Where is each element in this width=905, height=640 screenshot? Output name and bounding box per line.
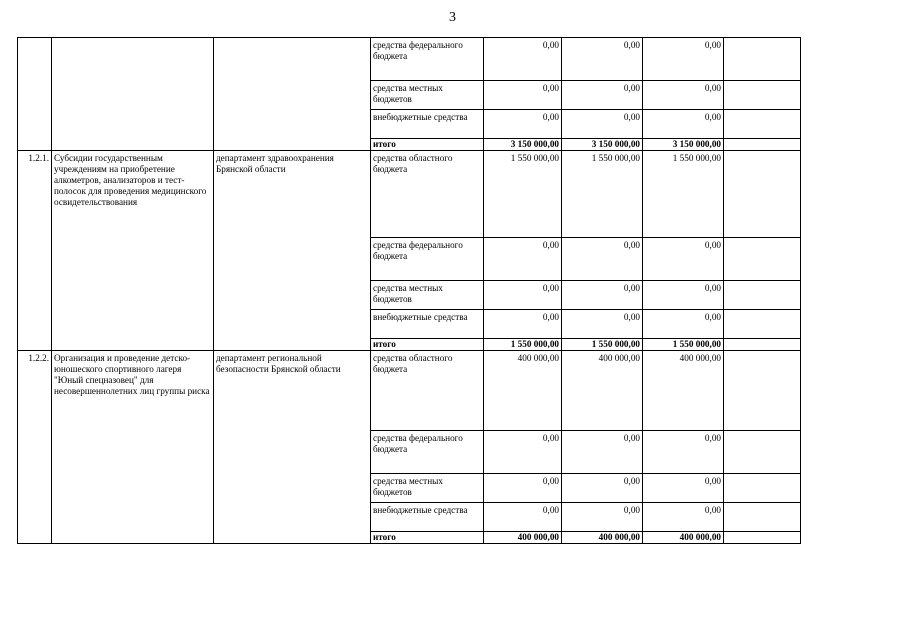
source-cell: средства местных бюджетов: [371, 81, 484, 110]
empty-cell: [724, 151, 801, 238]
page-number: 3: [449, 10, 456, 25]
value-cell: 0,00: [484, 110, 562, 139]
empty-cell: [724, 503, 801, 532]
value-cell: 0,00: [643, 110, 724, 139]
source-cell: итого: [371, 339, 484, 351]
value-cell: 0,00: [643, 81, 724, 110]
empty-cell: [724, 238, 801, 281]
empty-cell: [724, 532, 801, 544]
empty-cell: [724, 351, 801, 431]
value-cell: 0,00: [484, 310, 562, 339]
executor-cell: [214, 38, 371, 151]
value-cell: 0,00: [643, 281, 724, 310]
code-cell: [18, 38, 52, 151]
value-cell: 400 000,00: [484, 351, 562, 431]
value-cell: 1 550 000,00: [643, 151, 724, 238]
value-cell: 400 000,00: [562, 351, 643, 431]
value-cell: 0,00: [562, 110, 643, 139]
value-cell: 0,00: [562, 431, 643, 474]
value-cell: 400 000,00: [643, 532, 724, 544]
value-cell: 0,00: [643, 431, 724, 474]
budget-table: [17, 37, 801, 544]
item-executor: департамент здравоохранения Брянской области: [214, 151, 371, 351]
source-cell: средства федерального бюджета: [371, 38, 484, 81]
empty-cell: [724, 474, 801, 503]
empty-cell: [724, 110, 801, 139]
item-executor: департамент региональной безопасности Брянской области: [214, 351, 371, 544]
value-cell: 0,00: [484, 238, 562, 281]
table-row: [18, 351, 801, 431]
source-cell: итого: [371, 139, 484, 151]
value-cell: 0,00: [562, 281, 643, 310]
value-cell: 400 000,00: [484, 532, 562, 544]
source-cell: внебюджетные средства: [371, 503, 484, 532]
empty-cell: [724, 431, 801, 474]
value-cell: 1 550 000,00: [484, 339, 562, 351]
value-cell: 3 150 000,00: [484, 139, 562, 151]
value-cell: 0,00: [484, 81, 562, 110]
value-cell: 0,00: [562, 238, 643, 281]
value-cell: 0,00: [562, 81, 643, 110]
value-cell: 0,00: [484, 431, 562, 474]
item-name: Субсидии государственным учреждениям на приобретение алкометров, анализаторов и тест-полосок для проведения медицинского освидетельствования: [52, 151, 214, 351]
source-cell: средства местных бюджетов: [371, 281, 484, 310]
source-cell: средства федерального бюджета: [371, 431, 484, 474]
value-cell: 0,00: [562, 38, 643, 81]
value-cell: 1 550 000,00: [562, 151, 643, 238]
value-cell: 0,00: [643, 503, 724, 532]
table-row: [18, 151, 801, 238]
empty-cell: [724, 310, 801, 339]
empty-cell: [724, 38, 801, 81]
value-cell: 1 550 000,00: [643, 339, 724, 351]
source-cell: средства областного бюджета: [371, 151, 484, 238]
value-cell: 400 000,00: [562, 532, 643, 544]
empty-cell: [724, 139, 801, 151]
value-cell: 0,00: [562, 503, 643, 532]
value-cell: 0,00: [484, 503, 562, 532]
source-cell: средства областного бюджета: [371, 351, 484, 431]
value-cell: 0,00: [643, 310, 724, 339]
value-cell: 0,00: [643, 238, 724, 281]
value-cell: 0,00: [562, 474, 643, 503]
item-code: 1.2.1.: [18, 151, 52, 351]
table-row: [18, 38, 801, 81]
source-cell: внебюджетные средства: [371, 310, 484, 339]
empty-cell: [724, 81, 801, 110]
source-cell: внебюджетные средства: [371, 110, 484, 139]
source-cell: средства местных бюджетов: [371, 474, 484, 503]
value-cell: 0,00: [643, 474, 724, 503]
name-cell: [52, 38, 214, 151]
empty-cell: [724, 339, 801, 351]
value-cell: 3 150 000,00: [562, 139, 643, 151]
value-cell: 0,00: [484, 474, 562, 503]
value-cell: 1 550 000,00: [484, 151, 562, 238]
source-cell: итого: [371, 532, 484, 544]
value-cell: 0,00: [484, 281, 562, 310]
value-cell: 0,00: [643, 38, 724, 81]
value-cell: 400 000,00: [643, 351, 724, 431]
empty-cell: [724, 281, 801, 310]
value-cell: 0,00: [484, 38, 562, 81]
value-cell: 0,00: [562, 310, 643, 339]
item-name: Организация и проведение детско-юношеского спортивного лагеря "Юный спецназовец" для несовершеннолетних лиц группы риска: [52, 351, 214, 544]
source-cell: средства федерального бюджета: [371, 238, 484, 281]
value-cell: 3 150 000,00: [643, 139, 724, 151]
value-cell: 1 550 000,00: [562, 339, 643, 351]
item-code: 1.2.2.: [18, 351, 52, 544]
